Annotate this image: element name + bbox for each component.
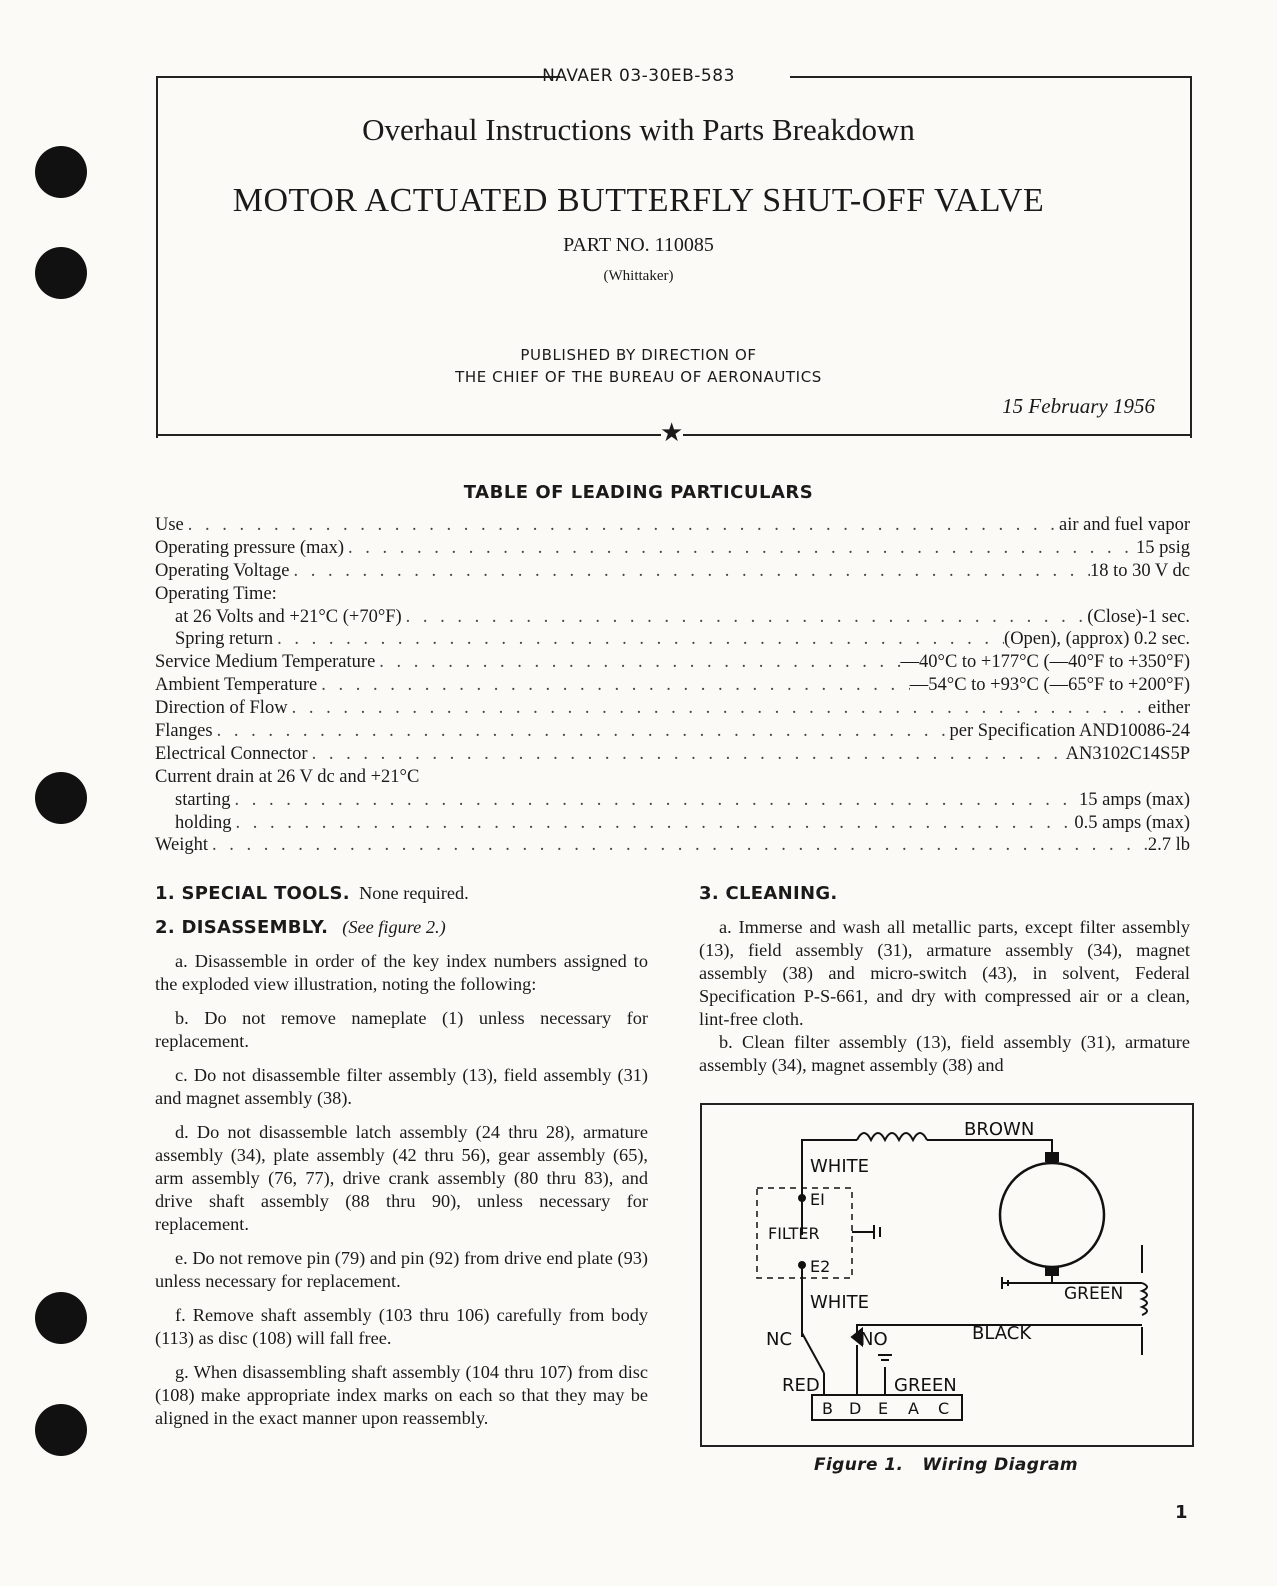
particulars-row: Use . . . air and fuel vapor xyxy=(155,515,1190,538)
punch-hole xyxy=(35,772,87,824)
particulars-row: Operating Voltage . . . 18 to 30 V dc xyxy=(155,561,1190,584)
label-nc: NC xyxy=(766,1329,793,1350)
pin-a: A xyxy=(908,1399,919,1418)
particulars-row: Direction of Flow . . . either xyxy=(155,698,1190,721)
particulars-row: holding . . . 0.5 amps (max) xyxy=(155,813,1190,836)
disassembly-heading: 2. DISASSEMBLY. xyxy=(155,917,329,938)
document-number: NAVAER 03-30EB-583 xyxy=(542,66,735,86)
particulars-row: Flanges . . . per Specification AND10086-24 xyxy=(155,721,1190,744)
title-line-2: MOTOR ACTUATED BUTTERFLY SHUT-OFF VALVE xyxy=(232,182,1045,219)
page-number: 1 xyxy=(1175,1502,1188,1523)
cleaning-para-a: a. Immerse and wash all metallic parts, except filter assembly (13), field assembly (31), armature assembly (34), magnet assembly (38) and micro-switch (43), in solvent, Federal Specification P-S-661, and dry with compressed air or a clean, lint-free cloth. xyxy=(699,917,1190,1029)
motor xyxy=(1000,1163,1104,1267)
disassembly-see-figure: (See figure 2.) xyxy=(342,917,446,937)
label-no: NO xyxy=(860,1329,888,1350)
disassembly-para-e: e. Do not remove pin (79) and pin (92) from drive end plate (93) unless necessary for replacement. xyxy=(155,1248,648,1291)
star-icon: ★ xyxy=(660,418,684,447)
pin-e: E xyxy=(878,1399,889,1418)
particulars-row: Current drain at 26 V dc and +21°C xyxy=(155,766,420,787)
right-coil xyxy=(1142,1283,1147,1315)
label-e2: E2 xyxy=(810,1257,831,1276)
motor-ground-wire xyxy=(1002,1275,1052,1283)
figure-caption: Figure 1. Wiring Diagram xyxy=(813,1455,1079,1475)
header-rule-right xyxy=(683,434,1190,436)
label-filter: FILTER xyxy=(768,1224,820,1243)
special-tools-value: None required. xyxy=(359,883,469,903)
wiring-diagram xyxy=(702,1105,1192,1445)
pin-d: D xyxy=(849,1399,862,1418)
disassembly-para-f: f. Remove shaft assembly (103 thru 106) carefully from body (113) as disc (108) will fall free. xyxy=(155,1305,648,1348)
motor-bottom-terminal xyxy=(1046,1267,1058,1275)
label-e1: EI xyxy=(810,1190,825,1209)
cleaning-para-b: b. Clean filter assembly (13), field assembly (31), armature assembly (34), magnet assembly (38) and xyxy=(699,1032,1190,1075)
particulars-table xyxy=(155,515,1190,858)
part-number: PART NO. 110085 xyxy=(563,234,714,256)
particulars-row: Electrical Connector . . . AN3102C14S5P xyxy=(155,744,1190,767)
switch-blade xyxy=(802,1333,824,1373)
disassembly-para-b: b. Do not remove nameplate (1) unless necessary for replacement. xyxy=(155,1008,648,1051)
particulars-row: Service Medium Temperature . . . —40°C to +177°C (—40°F to +350°F) xyxy=(155,652,1190,675)
wiring-diagram-frame xyxy=(700,1103,1194,1447)
e1-terminal xyxy=(799,1195,805,1201)
particulars-title: TABLE OF LEADING PARTICULARS xyxy=(463,482,814,503)
particulars-row: starting . . . 15 amps (max) xyxy=(155,790,1190,813)
published-line-1: PUBLISHED BY DIRECTION OF xyxy=(520,346,757,364)
label-red: RED xyxy=(782,1375,820,1396)
disassembly-para-g: g. When disassembling shaft assembly (104 thru 107) from disc (108) make appropriate index marks on each so that they may be aligned in the exact manner upon reassembly. xyxy=(155,1362,648,1428)
particulars-row: Ambient Temperature . . . —54°C to +93°C (—65°F to +200°F) xyxy=(155,675,1190,698)
header-rule-left xyxy=(156,434,661,436)
particulars-row: Spring return . . . (Open), (approx) 0.2 sec. xyxy=(155,629,1190,652)
label-green-right: GREEN xyxy=(1064,1284,1124,1304)
cleaning-heading: 3. CLEANING. xyxy=(699,883,838,904)
label-white-bottom: WHITE xyxy=(810,1292,870,1313)
right-column xyxy=(699,882,1190,1077)
particulars-row: Operating Time: xyxy=(155,583,277,604)
left-column xyxy=(155,882,648,1430)
disassembly-para-a: a. Disassemble in order of the key index numbers assigned to the exploded view illustration, noting the following: xyxy=(155,951,648,994)
punch-hole xyxy=(35,1404,87,1456)
wire-top-right xyxy=(927,1140,1052,1155)
label-black: BLACK xyxy=(972,1323,1032,1344)
special-tools-heading: 1. SPECIAL TOOLS. xyxy=(155,883,350,904)
coil xyxy=(857,1133,927,1140)
manufacturer: (Whittaker) xyxy=(603,268,674,284)
label-green-bottom: GREEN xyxy=(894,1375,957,1396)
pin-c: C xyxy=(938,1399,950,1418)
disassembly-para-c: c. Do not disassemble filter assembly (13), field assembly (31) and magnet assembly (38). xyxy=(155,1065,648,1108)
pin-b: B xyxy=(822,1399,833,1418)
punch-hole xyxy=(35,1292,87,1344)
particulars-row: Weight . . . 2.7 lb xyxy=(155,835,1190,858)
published-line-2: THE CHIEF OF THE BUREAU OF AERONAUTICS xyxy=(455,368,822,386)
motor-top-terminal xyxy=(1046,1153,1058,1161)
label-brown: BROWN xyxy=(964,1119,1035,1140)
ground-symbol xyxy=(878,1355,892,1360)
publication-date: 15 February 1956 xyxy=(1002,394,1155,418)
particulars-row: at 26 Volts and +21°C (+70°F) . . . (Close)-1 sec. xyxy=(155,607,1190,630)
label-white-top: WHITE xyxy=(810,1156,870,1177)
filter-cap-wire xyxy=(852,1225,880,1239)
particulars-row: Operating pressure (max) . . . 15 psig xyxy=(155,538,1190,561)
disassembly-para-d: d. Do not disassemble latch assembly (24 thru 28), armature assembly (34), plate assembly (42 thru 56), gear assembly (65), arm assembly (76, 77), drive crank assembly (80 thru 83), and drive shaft assembly (88 thru 90), unless necessary for replacement. xyxy=(155,1122,648,1234)
title-line-1: Overhaul Instructions with Parts Breakdown xyxy=(362,112,915,147)
